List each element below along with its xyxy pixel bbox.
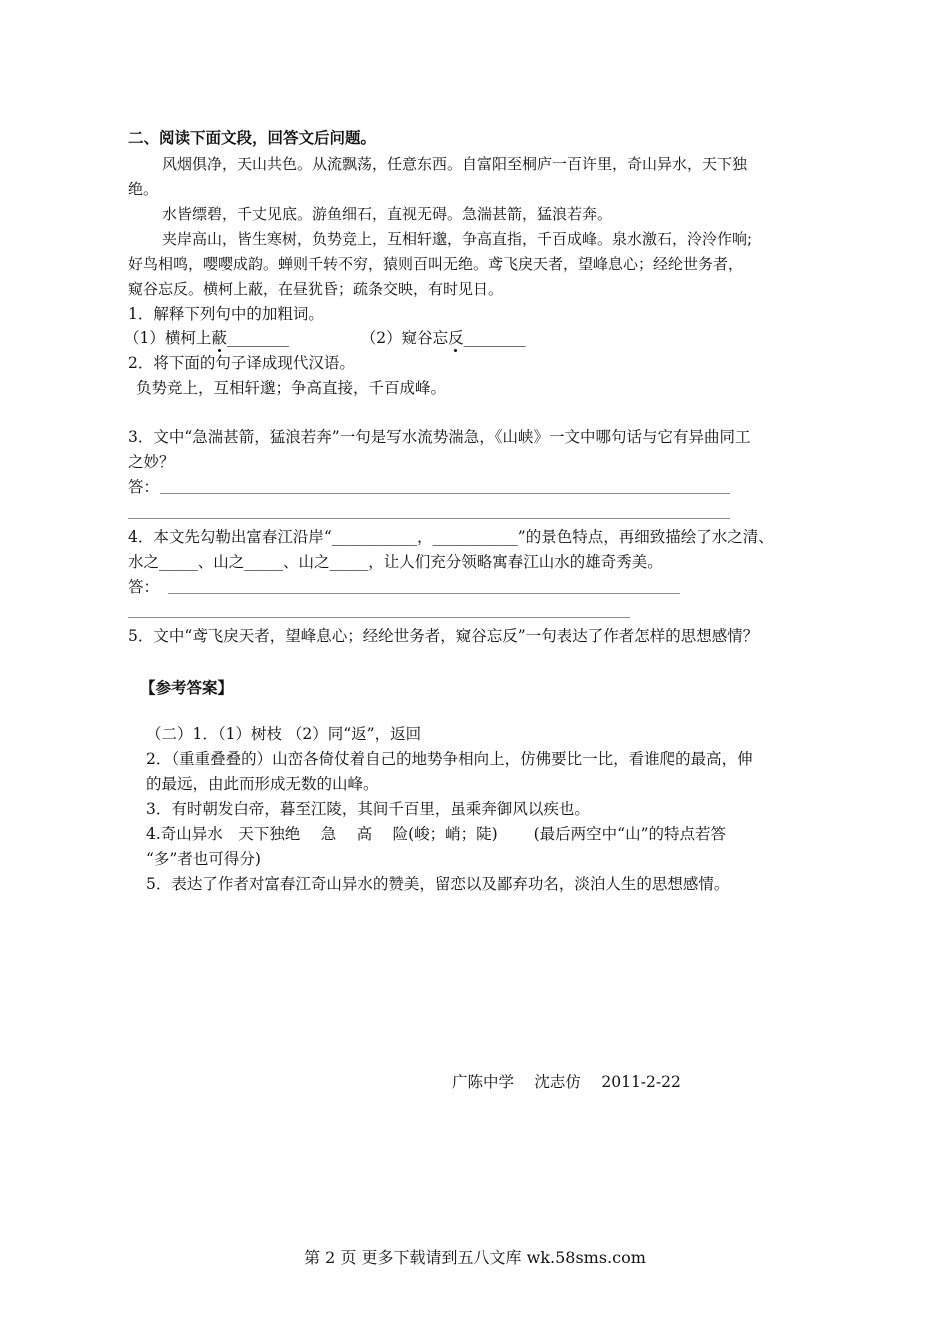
answer-line: 的最远，由此而形成无数的山峰。 [146,775,379,793]
answer-rule [160,493,730,494]
question-4-cont: 水之_____、山之_____、山之_____，让人们充分领略寓春江山水的雄奇秀美。 [128,553,663,571]
passage-line: 好鸟相鸣，嘤嘤成韵。蝉则千转不穷，猿则百叫无绝。鸢飞戾天者，望峰息心；经纶世务者， [128,255,744,273]
item-1-prefix: （1）横柯上 [124,329,212,347]
section-title: 二、阅读下面文段，回答文后问题。 [128,128,377,147]
answers-heading: 【参考答案】 [140,678,234,697]
passage-line: 水皆缥碧，千丈见底。游鱼细石，直视无碍。急湍甚箭，猛浪若奔。 [162,205,613,223]
answer-line: 4.奇山异水 天下独绝 急 高 险(峻；峭；陡) (最后两空中“山”的特点若答 [146,825,726,843]
answer-rule [168,593,680,594]
answer-line: “多”者也可得分) [146,850,261,868]
question-1: 1．解释下列句中的加粗词。 [128,305,324,323]
answer-rule [128,617,630,618]
item-1-blank: ________ [226,329,289,347]
item-2-blank: ________ [463,329,526,347]
page-footer: 第 2 页 更多下载请到五八文库 wk.58sms.com [304,1248,646,1267]
question-5: 5．文中“鸢飞戾天者，望峰息心；经纶世务者，窥谷忘反”一句表达了作者怎样的思想感情？ [128,627,759,645]
answer-rule [128,518,730,519]
question-2-sentence: 负势竞上，互相轩邈；争高直接，千百成峰。 [136,379,447,397]
keyword-fan: 反 [448,329,464,347]
answer-line: 3．有时朝发白帝，暮至江陵，其间千百里，虽乘奔御风以疾也。 [146,800,590,818]
passage-line: 风烟俱净，天山共色。从流飘荡，任意东西。自富阳至桐庐一百许里，奇山异水，天下独 [162,155,748,173]
passage-line: 夹岸高山，皆生寒树，负势竞上，互相轩邈，争高直指，千百成峰。泉水激石，泠泠作响; [162,230,753,248]
item-2-prefix: （2）窥谷忘 [360,329,449,347]
signature: 广陈中学 沈志仿 2011-2-22 [452,1073,681,1091]
answer-line: 5．表达了作者对富春江奇山异水的赞美，留恋以及鄙弃功名，淡泊人生的思想感情。 [146,875,730,893]
question-1-items [124,328,526,348]
answer-line: 2．（重重叠叠的）山峦各倚仗着自己的地势争相向上，仿佛要比一比，看谁爬的最高，伸 [146,750,753,768]
question-3-cont: 之妙？ [128,453,175,471]
keyword-bi: 蔽 [211,329,227,347]
passage-line: 绝。 [128,180,159,198]
question-3: 3．文中“急湍甚箭，猛浪若奔”一句是写水流势湍急，《山峡》一文中哪句话与它有异曲同工 [128,428,751,446]
question-2: 2．将下面的句子译成现代汉语。 [128,354,355,372]
answer-label: 答： [128,478,160,496]
answer-label: 答： [128,578,160,596]
answer-line: （二）1．（1）树枝 （2）同“返”，返回 [146,725,422,743]
passage-line: 窥谷忘反。横柯上蔽，在昼犹昏；疏条交映，有时见日。 [128,280,504,298]
question-4: 4．本文先勾勒出富春江沿岸“___________，___________”的景色特点，再细致描绘了水之清、 [128,528,774,546]
